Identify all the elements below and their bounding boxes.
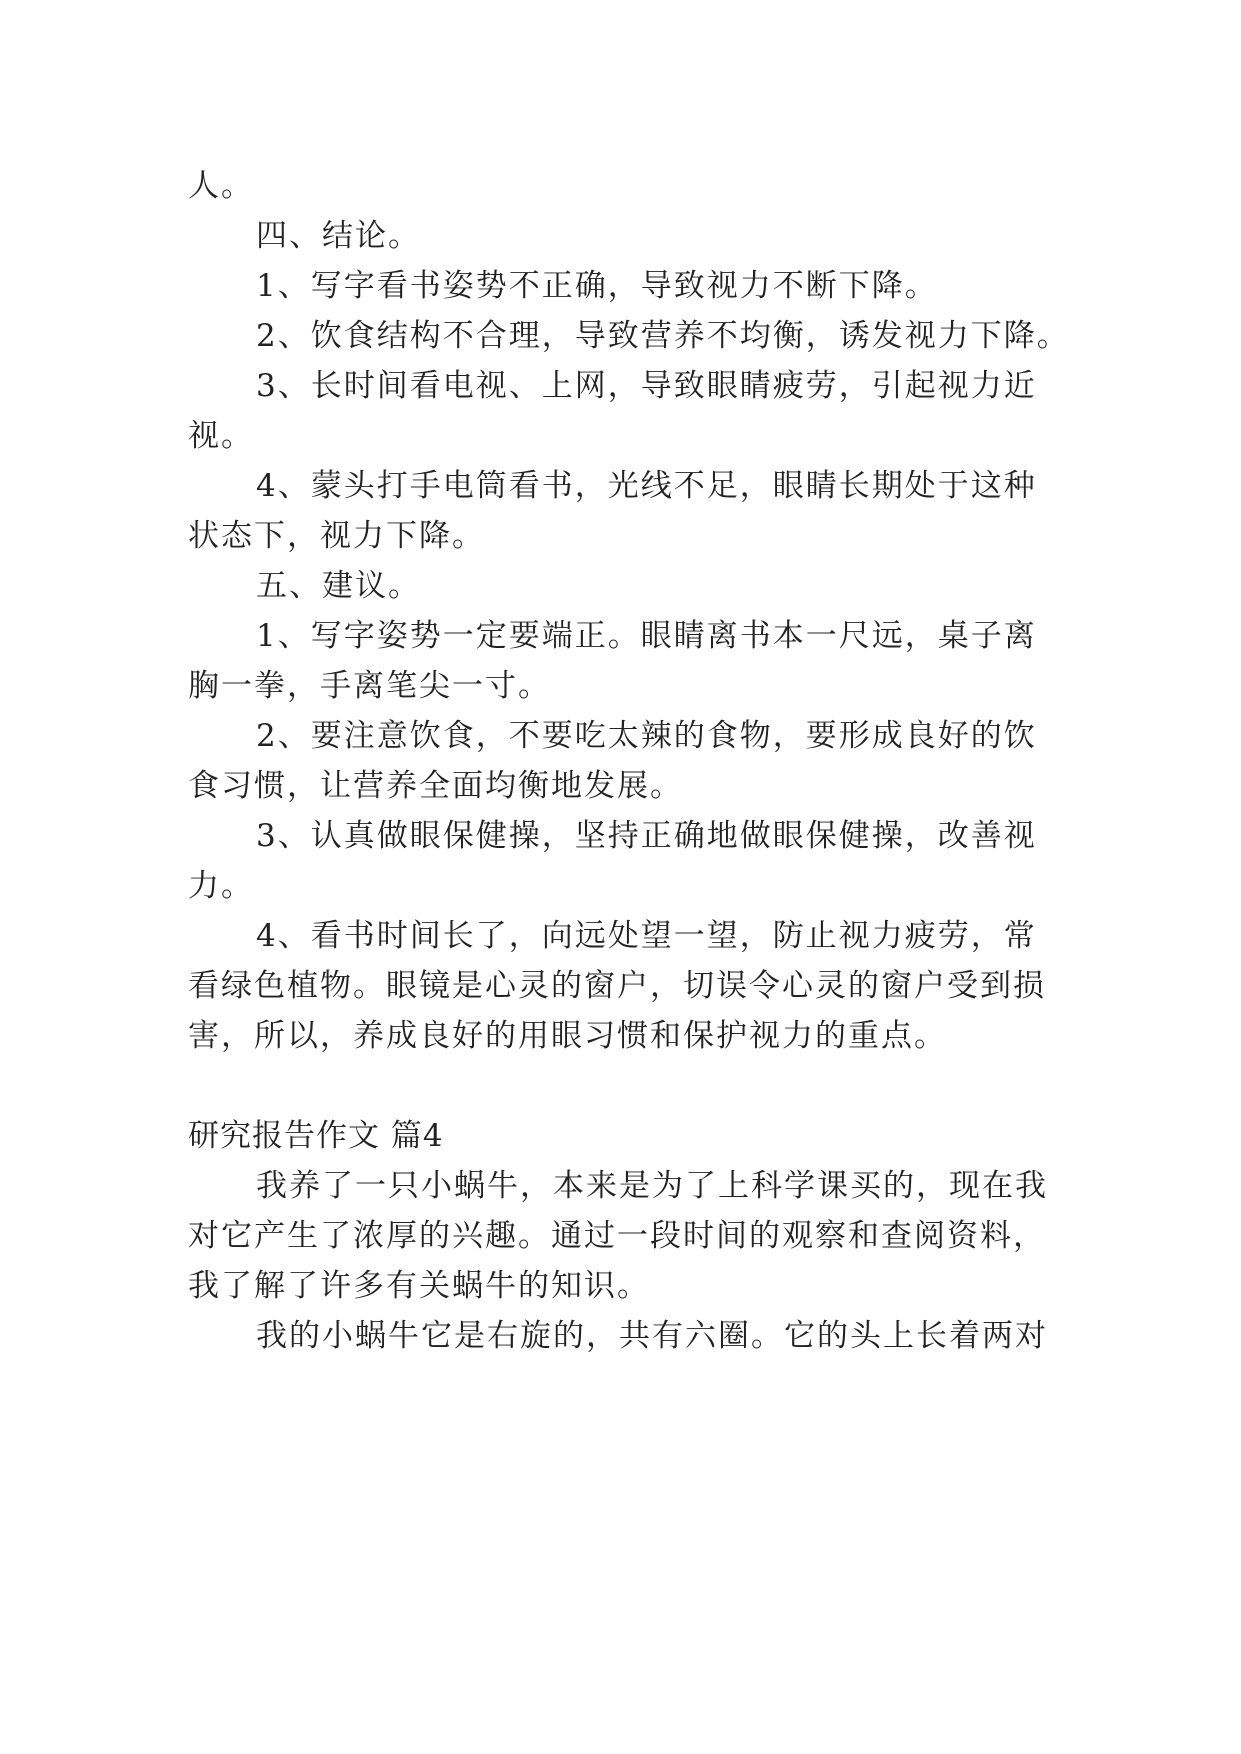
- article-title: 研究报告作文 篇4: [188, 1118, 444, 1154]
- text-line: 对它产生了浓厚的兴趣。通过一段时间的观察和查阅资料，: [188, 1218, 1046, 1254]
- text-line: 2、要注意饮食，不要吃太辣的食物，要形成良好的饮: [256, 718, 1037, 754]
- text-line: 食习惯，让营养全面均衡地发展。: [188, 768, 683, 804]
- text-line: 1、写字姿势一定要端正。眼睛离书本一尺远，桌子离: [256, 618, 1037, 654]
- text-line: 力。: [188, 868, 254, 904]
- text-line: 人。: [188, 168, 254, 204]
- text-line: 4、蒙头打手电筒看书，光线不足，眼睛长期处于这种: [256, 468, 1037, 504]
- section-heading-conclusion: 四、结论。: [256, 218, 421, 254]
- text-line: 害，所以，养成良好的用眼习惯和保护视力的重点。: [188, 1018, 947, 1054]
- text-line: 3、认真做眼保健操，坚持正确地做眼保健操，改善视: [256, 818, 1037, 854]
- text-line: 胸一拳，手离笔尖一寸。: [188, 668, 551, 704]
- text-line: 视。: [188, 418, 254, 454]
- text-line: 我养了一只小蜗牛，本来是为了上科学课买的，现在我: [256, 1168, 1048, 1204]
- text-line: 我的小蜗牛它是右旋的，共有六圈。它的头上长着两对: [256, 1318, 1048, 1354]
- text-line: 3、长时间看电视、上网，导致眼睛疲劳，引起视力近: [256, 368, 1037, 404]
- text-line: 状态下，视力下降。: [188, 518, 485, 554]
- section-heading-suggestions: 五、建议。: [256, 568, 421, 604]
- text-line: 看绿色植物。眼镜是心灵的窗户，切误令心灵的窗户受到损: [188, 968, 1046, 1004]
- text-line: 我了解了许多有关蜗牛的知识。: [188, 1268, 650, 1304]
- text-line: 4、看书时间长了，向远处望一望，防止视力疲劳，常: [256, 918, 1037, 954]
- text-line: 2、饮食结构不合理，导致营养不均衡，诱发视力下降。: [256, 318, 1070, 354]
- text-line: 1、写字看书姿势不正确，导致视力不断下降。: [256, 268, 938, 304]
